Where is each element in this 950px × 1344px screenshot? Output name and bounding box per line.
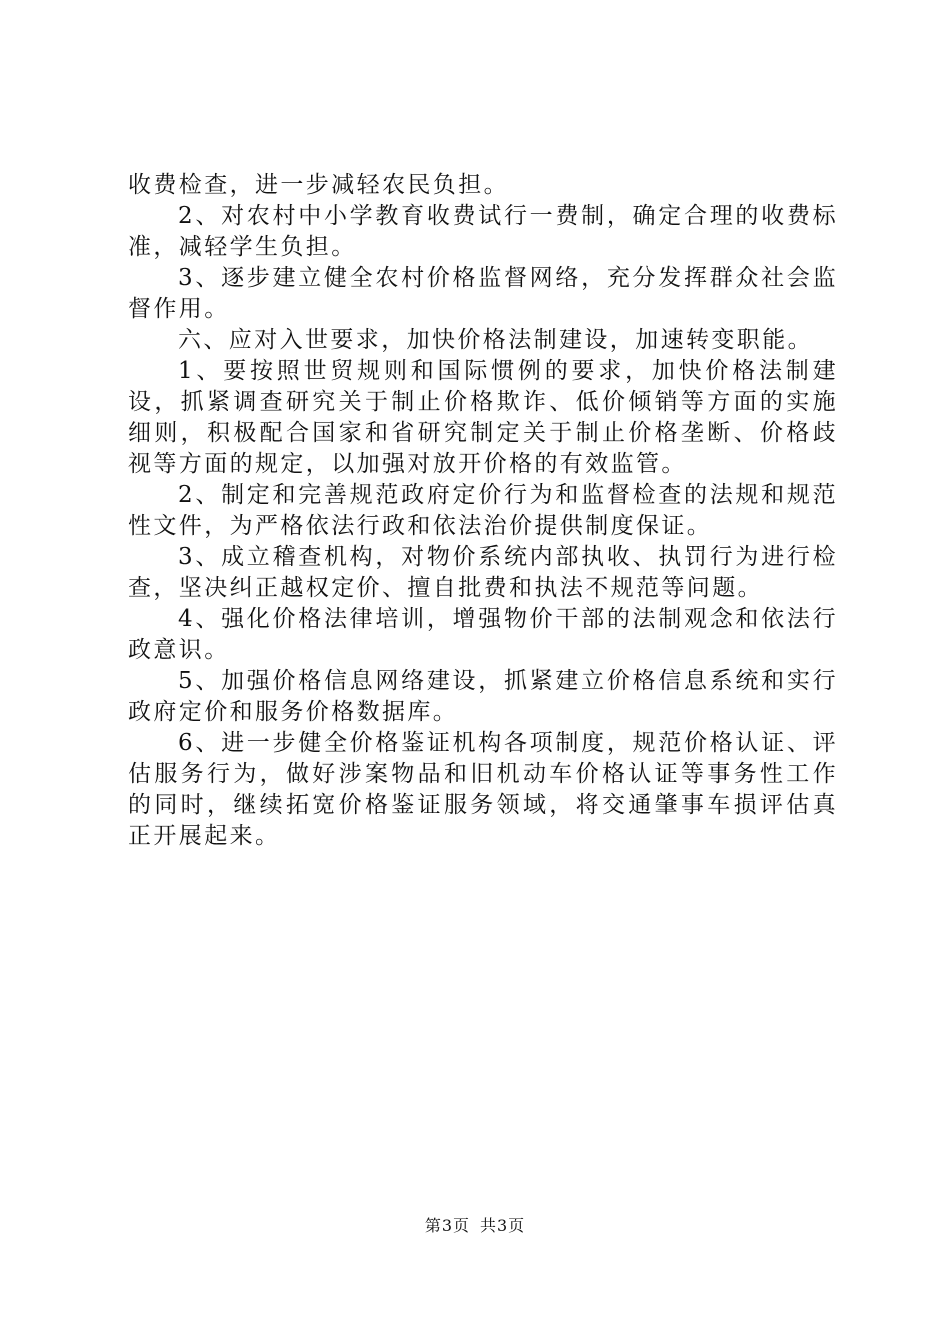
- paragraph-2: 2、对农村中小学教育收费试行一费制，确定合理的收费标准，减轻学生负担。: [128, 203, 838, 260]
- page-number-total: 共3页: [480, 1216, 526, 1235]
- paragraph-9: 5、加强价格信息网络建设，抓紧建立价格信息系统和实行政府定价和服务价格数据库。: [128, 668, 838, 725]
- paragraph-5: 1、要按照世贸规则和国际惯例的要求，加快价格法制建设，抓紧调查研究关于制止价格欺诈、低价倾销等方面的实施细则，积极配合国家和省研究制定关于制止价格垄断、价格歧视等方面的规定，以加强对放开价格的有效监管。: [128, 358, 838, 477]
- paragraph-7: 3、成立稽查机构，对物价系统内部执收、执罚行为进行检查，坚决纠正越权定价、擅自批费和执法不规范等问题。: [128, 544, 838, 601]
- paragraph-10: 6、进一步健全价格鉴证机构各项制度，规范价格认证、评估服务行为，做好涉案物品和旧机动车价格认证等事务性工作的同时，继续拓宽价格鉴证服务领域，将交通肇事车损评估真正开展起来。: [128, 730, 838, 849]
- paragraph-8: 4、强化价格法律培训，增强物价干部的法制观念和依法行政意识。: [128, 606, 838, 663]
- paragraph-3: 3、逐步建立健全农村价格监督网络，充分发挥群众社会监督作用。: [128, 265, 838, 322]
- section-heading-6: 六、应对入世要求，加快价格法制建设，加速转变职能。: [178, 327, 813, 353]
- page-footer: [0, 1216, 950, 1236]
- paragraph-1: 收费检查，进一步减轻农民负担。: [128, 172, 509, 198]
- document-body: [128, 170, 838, 852]
- paragraph-6: 2、制定和完善规范政府定价行为和监督检查的法规和规范性文件，为严格依法行政和依法治价提供制度保证。: [128, 482, 838, 539]
- page-number-current: 第3页: [424, 1216, 470, 1235]
